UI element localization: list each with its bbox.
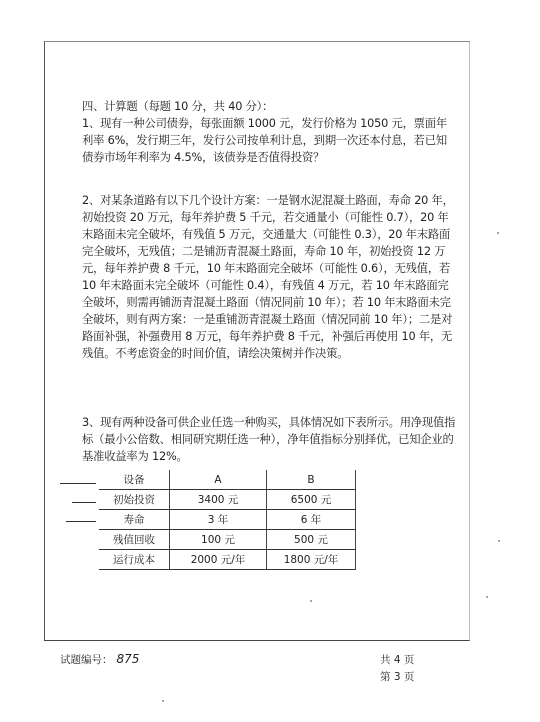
exam-code [60,652,139,667]
table-header-cell: A [170,470,267,490]
scan-speck [498,540,500,542]
table-cell: 2000 元/年 [170,550,267,570]
scan-speck [497,232,499,234]
question-2: 2、对某条道路有以下几个设计方案：一是钢水泥混凝土路面，寿命 20 年，初始投资 20 万元，每年养护费 5 千元，若交通量小（可能性 0.7），20 年末路面未完全破坏，有残值 5 万元，交通量大（可能性 0.3），20 年末路面完全破坏，无残值；二是铺沥青混凝土路面，寿命 10 年，初始投资 12 万元，每年养护费 8 千元，10 年末路面完全破坏（可能性 0.6），无残值，若 10 年末路面未完全破坏（可能性 0.4），有残值 4 万元，若 10 年末路面完全破坏，则需再铺沥青混凝土路面（情况同前 10 年）；若 10 年末路面未完全破坏，则有两方案：一是重铺沥青混凝土路面（情况同前 10 年）；二是对路面补强，补强费用 8 万元，每年养护费 8 千元，补强后再使用 10 年，无残值。不考虑资金的时间价值，请绘决策树并作决策。 [82,194,454,360]
page-counter [380,652,414,686]
table-cell: 寿命 [99,510,170,530]
exam-code-value: 875 [116,652,140,666]
scan-speck [486,596,488,598]
table-cell: 1800 元/年 [267,550,356,570]
scan-speck [310,600,312,602]
table-lead-line [60,483,96,484]
table-lead-line [66,521,96,522]
table-header-cell: 设备 [99,470,170,490]
table-cell: 残值回收 [99,530,170,550]
table-cell: 100 元 [170,530,267,550]
table-row [99,510,356,530]
section-title: 四、计算题（每题 10 分，共 40 分）： [82,100,274,113]
total-pages: 共 4 页 [380,654,415,666]
table-cell: 6 年 [267,510,356,530]
table-row [99,530,356,550]
table-cell: 3 年 [170,510,267,530]
question-3: 3、现有两种设备可供企业任选一种购买，具体情况如下表所示。用净现值指标（最小公倍数、相同研究期任选一种），净年值指标分别择优，已知企业的基准收益率为 12%。 [82,416,456,463]
question-1: 1、现有一种公司债券，每张面额 1000 元，发行价格为 1050 元，票面年利率 6%，发行期三年，发行公司按单利计息，到期一次还本付息，若已知债券市场年利率为 4.5%，该债券是否值得投资？ [82,117,447,164]
equipment-table [99,470,356,570]
table-cell: 6500 元 [267,490,356,510]
table-cell: 500 元 [267,530,356,550]
table-header-cell: B [267,470,356,490]
table-cell: 3400 元 [170,490,267,510]
current-page: 第 3 页 [380,671,415,683]
exam-code-label: 试题编号： [60,654,113,666]
table-cell: 初始投资 [99,490,170,510]
table-header-row [99,470,356,490]
table-row [99,490,356,510]
scan-speck [162,700,164,702]
table-cell: 运行成本 [99,550,170,570]
table-lead-line [72,502,96,503]
table-row [99,550,356,570]
